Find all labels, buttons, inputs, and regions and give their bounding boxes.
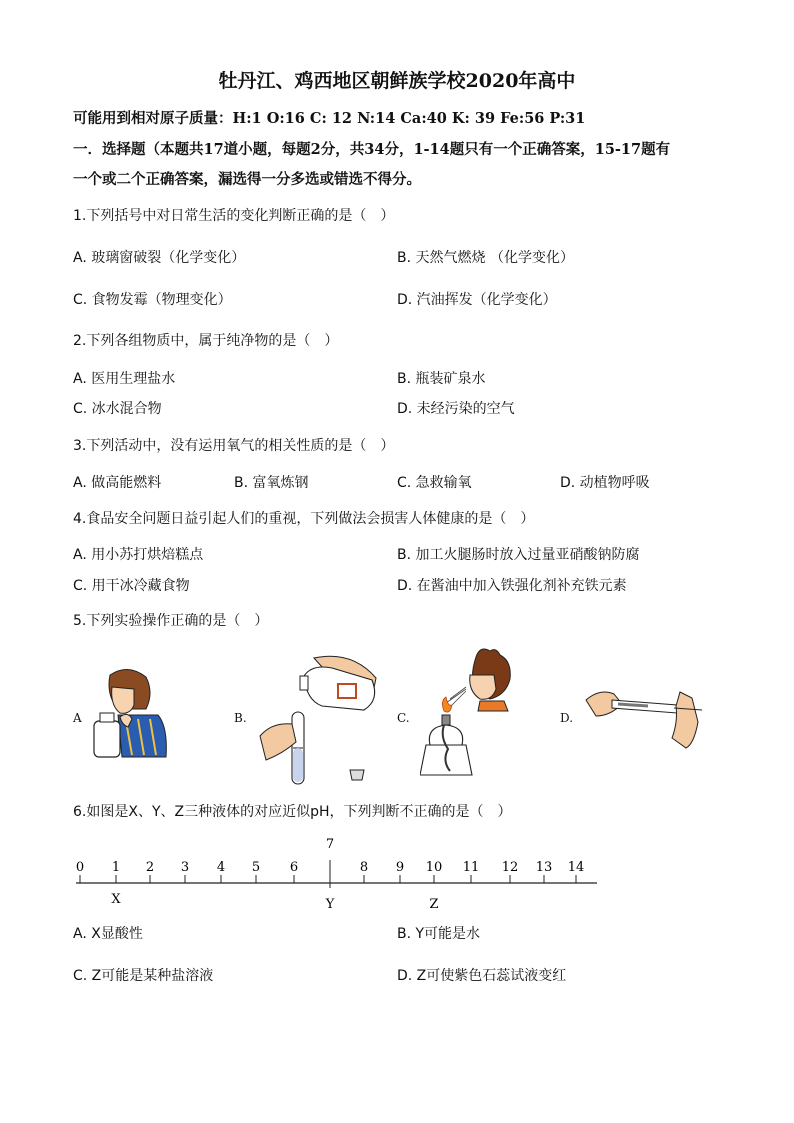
ph-tick-label-3: 3 <box>180 860 190 875</box>
question-2-option-d: D. 未经污染的空气 <box>397 401 515 417</box>
figure-a-smelling-bottle <box>88 665 170 760</box>
question-1-option-d: D. 汽油挥发（化学变化） <box>397 292 557 308</box>
question-6-option-c: C. Z可能是某种盐溶液 <box>73 968 214 984</box>
question-4-option-b: B. 加工火腿肠时放入过量亚硝酸钠防腐 <box>397 547 640 563</box>
question-3-option-b: B. 富氧炼钢 <box>234 475 309 491</box>
ph-tick-label-4: 4 <box>216 860 226 875</box>
atomic-masses: 可能用到相对原子质量：H:1 O:16 C: 12 N:14 Ca:40 K: 39 Fe:56 P:31 <box>73 110 586 127</box>
ph-tick-label-13: 13 <box>535 860 553 875</box>
page-title: 牡丹江、鸡西地区朝鲜族学校2020年高中 <box>218 70 576 92</box>
question-3-option-d: D. 动植物呼吸 <box>560 475 650 491</box>
ph-tick-label-14: 14 <box>567 860 585 875</box>
ph-tick-label-5: 5 <box>251 860 261 875</box>
question-3-option-a: A. 做高能燃料 <box>73 475 162 491</box>
ph-tick-label-1: 1 <box>111 860 121 875</box>
question-1-option-b: B. 天然气燃烧 （化学变化） <box>397 250 574 266</box>
question-5-option-a-label: A <box>73 711 82 725</box>
question-5-option-b-label: B. <box>234 711 247 725</box>
question-2-option-c: C. 冰水混合物 <box>73 401 162 417</box>
ph-marker-z: Z <box>429 897 439 912</box>
question-1-stem: 1.下列括号中对日常生活的变化判断正确的是（ ） <box>73 208 395 224</box>
question-5-stem: 5.下列实验操作正确的是（ ） <box>73 613 269 629</box>
question-3-option-c: C. 急救输氧 <box>397 475 472 491</box>
question-6-option-b: B. Y可能是水 <box>397 926 481 942</box>
figure-b-pouring-liquid <box>252 650 382 790</box>
ph-tick-label-8: 8 <box>359 860 369 875</box>
ph-tick-label-2: 2 <box>145 860 155 875</box>
section-heading-line2: 一个或二个正确答案，漏选得一分多选或错选不得分。 <box>73 171 421 188</box>
question-4-option-a: A. 用小苏打烘焙糕点 <box>73 547 204 563</box>
ph-tick-label-0: 0 <box>75 860 85 875</box>
ph-tick-label-12: 12 <box>501 860 519 875</box>
question-4-stem: 4.食品安全问题日益引起人们的重视，下列做法会损害人体健康的是（ ） <box>73 511 535 527</box>
question-5-option-d-label: D. <box>560 711 574 725</box>
ph-tick-label-6: 6 <box>289 860 299 875</box>
question-4-option-d: D. 在酱油中加入铁强化剂补充铁元素 <box>397 578 627 594</box>
question-2-option-b: B. 瓶装矿泉水 <box>397 371 486 387</box>
question-1-option-a: A. 玻璃窗破裂（化学变化） <box>73 250 246 266</box>
ph-tick-label-11: 11 <box>462 860 480 875</box>
question-6-stem: 6.如图是X、Y、Z三种液体的对应近似pH，下列判断不正确的是（ ） <box>73 804 512 820</box>
question-3-stem: 3.下列活动中，没有运用氧气的相关性质的是（ ） <box>73 438 395 454</box>
section-heading-line1: 一．选择题（本题共17道小题，每题2分，共34分，1-14题只有一个正确答案，15-17题有 <box>73 141 671 158</box>
ph-marker-y: Y <box>325 897 335 912</box>
question-6-option-a: A. X显酸性 <box>73 926 143 942</box>
ph-scale <box>60 830 620 915</box>
question-5-option-c-label: C. <box>397 711 410 725</box>
question-1-option-c: C. 食物发霉（物理变化） <box>73 292 232 308</box>
question-4-option-c: C. 用干冰冷藏食物 <box>73 578 190 594</box>
question-2-option-a: A. 医用生理盐水 <box>73 371 176 387</box>
question-2-stem: 2.下列各组物质中，属于纯净物的是（ ） <box>73 333 339 349</box>
ph-tick-label-9: 9 <box>395 860 405 875</box>
figure-d-holding-test-tube <box>582 682 707 752</box>
ph-tick-label-10: 10 <box>425 860 443 875</box>
ph-tick-label-7: 7 <box>325 837 335 852</box>
figure-c-blowing-lamp <box>420 645 525 785</box>
question-6-option-d: D. Z可使紫色石蕊试液变红 <box>397 968 567 984</box>
ph-marker-x: X <box>111 892 121 907</box>
